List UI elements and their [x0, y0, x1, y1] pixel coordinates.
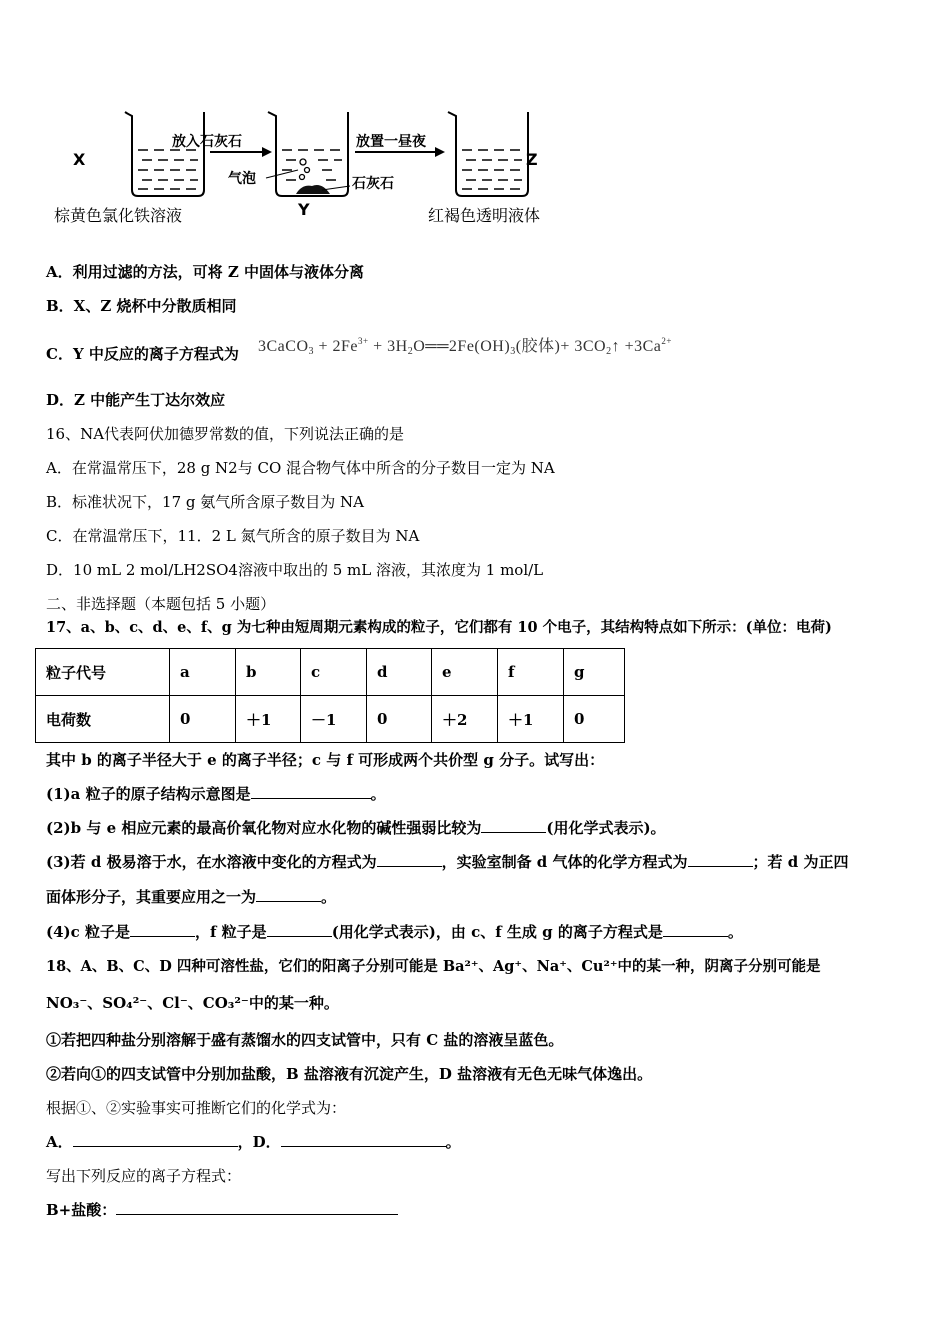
label-x: X — [73, 150, 86, 169]
table-header: c — [301, 649, 367, 696]
q17-info: 其中 b 的离子半径大于 e 的离子半径；c 与 f 可形成两个共价型 g 分子。试写出： — [46, 751, 605, 769]
table-cell: －1 — [301, 696, 367, 743]
table-header: f — [498, 649, 564, 696]
q16-option-d: D．10 mL 2 mol/LH2SO4溶液中取出的 5 mL 溶液，其浓度为 1 mol/L — [46, 561, 544, 579]
table-header: 粒子代号 — [36, 649, 170, 696]
q18-stem: 18、A、B、C、D 四种可溶性盐，它们的阳离子分别可能是 Ba²⁺、Ag⁺、Na⁺、Cu²⁺中的某一种，阴离子分别可能是 — [46, 958, 821, 975]
table-cell: 0 — [564, 696, 625, 743]
answer-blank[interactable] — [116, 1200, 398, 1215]
limestone-label: 石灰石 — [352, 176, 394, 192]
answer-blank[interactable] — [130, 922, 195, 937]
q16-stem: 16、NA代表阿伏加德罗常数的值，下列说法正确的是 — [46, 425, 405, 443]
q17-stem: 17、a、b、c、d、e、f、g 为七种由短周期元素构成的粒子，它们都有 10 个电子，其结构特点如下所示：(单位：电荷) — [46, 619, 832, 636]
answer-blank[interactable] — [281, 1132, 446, 1147]
label-z: Z — [526, 150, 538, 169]
table-row — [36, 696, 625, 743]
table-header: a — [170, 649, 236, 696]
table-cell: ＋1 — [236, 696, 301, 743]
q17-part1: (1)a 粒子的原子结构示意图是 。 — [46, 785, 386, 803]
q16-option-c: C．在常温常压下，11．2 L 氮气所含的原子数目为 NA — [46, 527, 420, 545]
q16-option-b: B．标准状况下，17 g 氨气所含原子数目为 NA — [46, 493, 364, 511]
q16-option-a: A．在常温常压下，28 g N2与 CO 混合物气体中所含的分子数目一定为 NA — [46, 459, 555, 477]
q18-b-hcl: B+盐酸： — [46, 1200, 398, 1220]
q15-ionic-equation: 3CaCO$_3$ + $2Fe^{3+}$ + $3H_2O══2Fe(OH)_3$(胶体)+ $3CO_2↑ +3Ca^{2+}$ — [258, 336, 672, 357]
beaker-y — [266, 112, 350, 196]
table-header: e — [432, 649, 498, 696]
table-cell: ＋2 — [432, 696, 498, 743]
table-header: d — [367, 649, 432, 696]
bubble-icon — [300, 159, 306, 165]
q17-part3: (3)若 d 极易溶于水，在水溶液中变化的方程式为 ，实验室制备 d 气体的化学方程式为 ；若 d 为正四 — [46, 853, 849, 871]
bubble-label: 气泡 — [228, 171, 256, 187]
q18-answers: A． ，D． 。 — [46, 1133, 461, 1151]
caption-right: 红褐色透明液体 — [428, 206, 541, 225]
arrow-2-label: 放置一昼夜 — [356, 134, 426, 150]
table-header: g — [564, 649, 625, 696]
table-cell: 0 — [170, 696, 236, 743]
answer-blank[interactable] — [377, 852, 442, 867]
answer-blank[interactable] — [251, 784, 371, 799]
answer-blank[interactable] — [688, 852, 753, 867]
q18-anions: NO₃⁻、SO₄²⁻、Cl⁻、CO₃²⁻中的某一种。 — [46, 994, 339, 1012]
q17-part3-cont: 面体形分子，其重要应用之一为 。 — [46, 888, 337, 906]
answer-blank[interactable] — [73, 1132, 238, 1147]
table-row — [36, 649, 625, 696]
q17-part4: (4)c 粒子是 ，f 粒子是 (用化学式表示)，由 c、f 生成 g 的离子方程式是 。 — [46, 923, 743, 941]
answer-blank[interactable] — [256, 887, 321, 902]
table-header: b — [236, 649, 301, 696]
answer-blank[interactable] — [481, 818, 546, 833]
q15-option-c: C．Y 中反应的离子方程式为 — [46, 345, 239, 363]
answer-blank[interactable] — [663, 922, 728, 937]
q18-condition-2: ②若向①的四支试管中分别加盐酸，B 盐溶液有沉淀产生，D 盐溶液有无色无味气体逸出。 — [46, 1065, 653, 1083]
q15-option-a: A．利用过滤的方法，可将 Z 中固体与液体分离 — [46, 263, 365, 281]
arrow-1-label: 放入石灰石 — [172, 134, 242, 150]
caption-left: 棕黄色氯化铁溶液 — [54, 206, 183, 225]
table-cell: ＋1 — [498, 696, 564, 743]
q15-option-b: B．X、Z 烧杯中分散质相同 — [46, 297, 237, 315]
answer-blank[interactable] — [267, 922, 332, 937]
section-heading: 二、非选择题（本题包括 5 小题） — [46, 595, 276, 613]
table-cell: 0 — [367, 696, 432, 743]
beaker-z — [448, 112, 528, 196]
q15-option-d: D．Z 中能产生丁达尔效应 — [46, 391, 226, 409]
beaker-x — [125, 112, 204, 196]
table-cell: 电荷数 — [36, 696, 170, 743]
charge-table — [35, 648, 625, 743]
q18-write: 写出下列反应的离子方程式： — [46, 1167, 242, 1185]
label-y: Y — [298, 200, 310, 219]
q17-part2: (2)b 与 e 相应元素的最高价氧化物对应水化物的碱性强弱比较为 (用化学式表示)。 — [46, 819, 666, 837]
q18-infer: 根据①、②实验事实可推断它们的化学式为： — [46, 1099, 347, 1117]
q18-condition-1: ①若把四种盐分别溶解于盛有蒸馏水的四支试管中，只有 C 盐的溶液呈蓝色。 — [46, 1031, 564, 1049]
